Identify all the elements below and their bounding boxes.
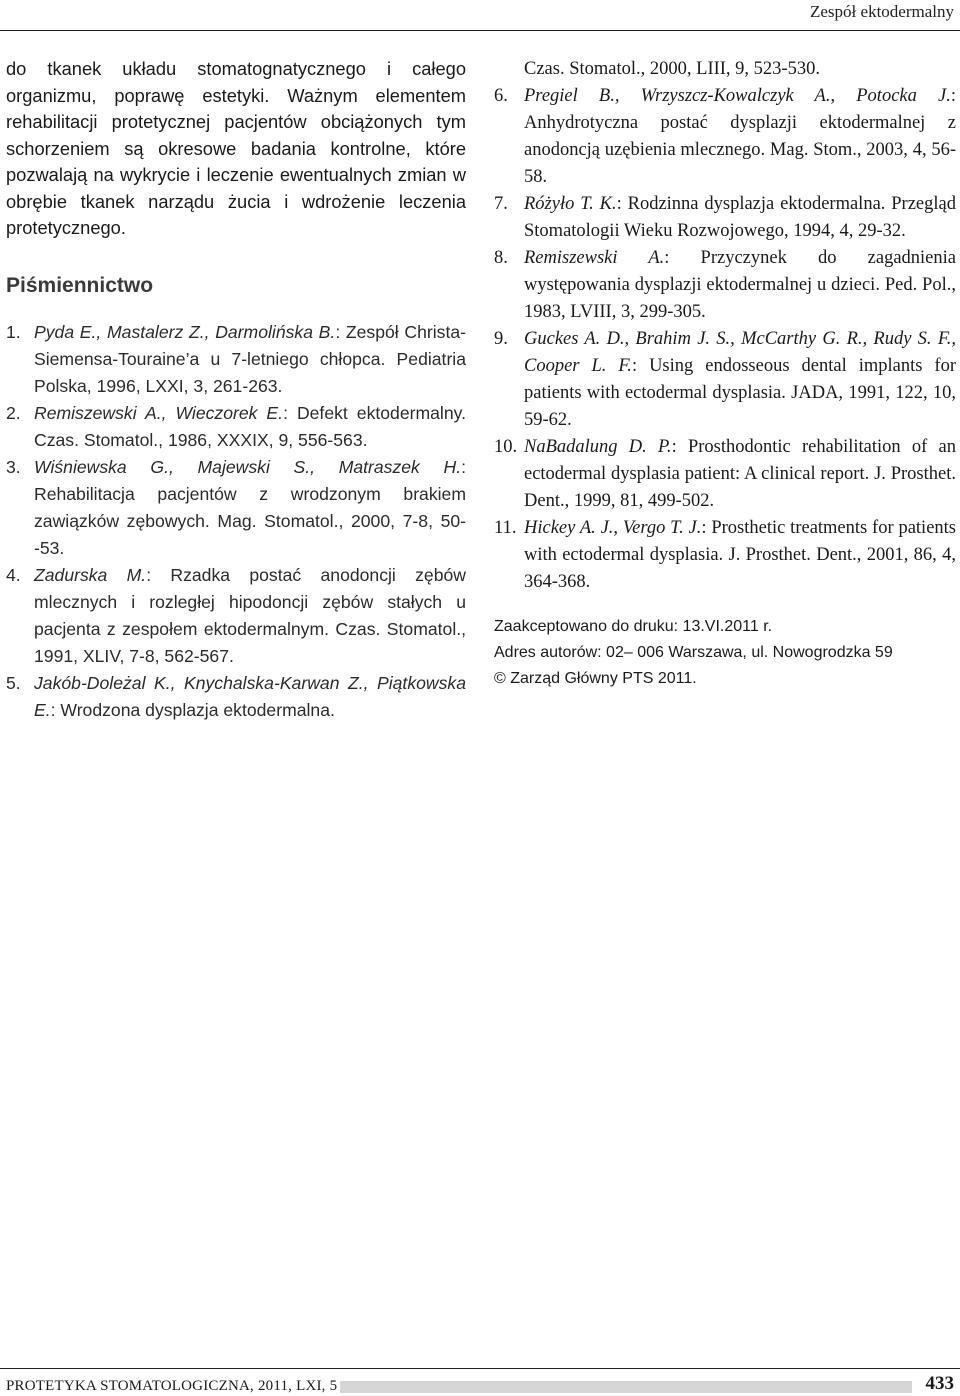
copyright-notice: © Zarząd Główny PTS 2011. bbox=[494, 670, 697, 687]
reference-number: 8. bbox=[494, 248, 508, 268]
reference-text: : Rzadka postać anodoncji zębów mlecznych i rozległej hipodoncji zębów stałych u pacjenta z zespołem ektodermalnym. Czas. Stomatol., 1991, XLIV, 7-8, 562-567. bbox=[34, 564, 466, 666]
reference-authors: Guckes A. D., Brahim J. S., McCarthy G. R., Rudy S. F., Cooper L. F. bbox=[524, 329, 956, 376]
reference-text: : Przyczynek do zagadnienia występowania dysplazji ektodermalnej u dzieci. Ped. Pol., 1983, LVIII, 3, 299-305. bbox=[524, 248, 956, 322]
reference-number: 3. bbox=[6, 456, 21, 477]
reference-number: 7. bbox=[494, 194, 508, 214]
header-rule bbox=[0, 30, 960, 31]
reference-authors: Remiszewski A. bbox=[524, 248, 665, 268]
page-number: 433 bbox=[925, 1373, 954, 1394]
reference-text: : Using endosseous dental implants for patients with ectodermal dysplasia. JADA, 1991, 122, 10, 59-62. bbox=[524, 356, 956, 430]
acceptance-date: Zaakceptowano do druku: 13.VI.2011 r. bbox=[494, 618, 773, 635]
reference-authors: Zadurska M. bbox=[34, 564, 147, 585]
reference-number: 6. bbox=[494, 86, 508, 106]
reference-authors: Wiśniewska G., Majewski S., Matraszek H. bbox=[34, 456, 462, 477]
references-list-right bbox=[494, 83, 956, 596]
reference-item bbox=[494, 326, 956, 434]
reference-number: 11. bbox=[494, 518, 517, 538]
reference-text: : Rodzinna dysplazja ektodermalna. Przegląd Stomatologii Wieku Rozwojowego, 1994, 4, 29-32. bbox=[524, 194, 956, 241]
reference-continuation: Czas. Stomatol., 2000, LIII, 9, 523-530. bbox=[524, 59, 820, 79]
reference-authors: Pregiel B., Wrzyszcz-Kowalczyk A., Potocka J. bbox=[524, 86, 951, 106]
reference-item bbox=[6, 319, 466, 400]
reference-item bbox=[6, 454, 466, 562]
reference-authors: Hickey A. J., Vergo T. J. bbox=[524, 518, 702, 538]
footer-bar bbox=[340, 1381, 912, 1393]
reference-item bbox=[494, 191, 956, 245]
reference-text: : Prosthetic treatments for patients with ectodermal dysplasia. J. Prosthet. Dent., 2001, 86, 4, 364-368. bbox=[524, 518, 956, 592]
right-column bbox=[494, 56, 956, 692]
left-column bbox=[6, 56, 466, 724]
reference-item bbox=[494, 245, 956, 326]
reference-text: : Prosthodontic rehabilitation of an ectodermal dysplasia patient: A clinical report. J. Prosthet. Dent., 1999, 81, 499-502. bbox=[524, 437, 956, 511]
running-title: Zespół ektodermalny bbox=[810, 2, 954, 21]
reference-authors: Remiszewski A., Wieczorek E. bbox=[34, 402, 284, 423]
reference-item bbox=[494, 83, 956, 191]
reference-number: 4. bbox=[6, 564, 21, 585]
references-heading: Piśmiennictwo bbox=[6, 273, 154, 297]
reference-number: 9. bbox=[494, 329, 508, 349]
article-notes bbox=[494, 614, 956, 692]
reference-authors: Jakób-Doleżal K., Knychalska-Karwan Z., Piątkowska E. bbox=[34, 672, 466, 720]
reference-text: : Zespół Christa-Siemensa-Touraine’a u 7-letniego chłopca. Pediatria Polska, 1996, LXXI, 3, 261-263. bbox=[34, 321, 467, 396]
reference-text: : Defekt ektodermalny. Czas. Stomatol., 1986, XXXIX, 9, 556-563. bbox=[34, 402, 466, 450]
reference-number: 2. bbox=[6, 402, 21, 423]
reference-authors: NaBadalung D. P. bbox=[524, 437, 672, 457]
intro-paragraph: do tkanek układu stomatognatycznego i całego organizmu, poprawę estetyki. Ważnym elementem rehabilitacji protetycznej pacjentów obciążonych tym schorzeniem są okresowe badania kontrolne, które pozwalają na wykrycie i leczenie ewentualnych zmian w obrębie tkanek narządu żucia i wdrożenie leczenia protetycznego. bbox=[6, 58, 466, 238]
reference-item bbox=[6, 562, 466, 670]
reference-text: : Wrodzona dysplazja ektodermalna. bbox=[50, 699, 335, 720]
reference-item bbox=[494, 515, 956, 596]
reference-text: : Rehabilitacja pacjentów z wrodzonym brakiem zawiązków zębowych. Mag. Stomatol., 2000, 7-8, 50--53. bbox=[34, 456, 466, 558]
reference-item bbox=[6, 670, 466, 724]
reference-item bbox=[494, 434, 956, 515]
footer-journal: PROTETYKA STOMATOLOGICZNA, 2011, LXI, 5 bbox=[6, 1378, 338, 1394]
reference-authors: Pyda E., Mastalerz Z., Darmolińska B. bbox=[34, 321, 336, 342]
authors-address: Adres autorów: 02– 006 Warszawa, ul. Nowogrodzka 59 bbox=[494, 644, 893, 661]
reference-number: 10. bbox=[494, 437, 518, 457]
reference-authors: Różyło T. K. bbox=[524, 194, 617, 214]
reference-number: 5. bbox=[6, 672, 21, 693]
reference-number: 1. bbox=[6, 321, 21, 342]
reference-item bbox=[6, 400, 466, 454]
reference-text: : Anhydrotyczna postać dysplazji ektodermalnej z anodoncją uzębienia mlecznego. Mag. Stom., 2003, 4, 56-58. bbox=[524, 86, 956, 187]
footer-rule bbox=[0, 1368, 960, 1369]
references-list-left bbox=[6, 319, 466, 724]
